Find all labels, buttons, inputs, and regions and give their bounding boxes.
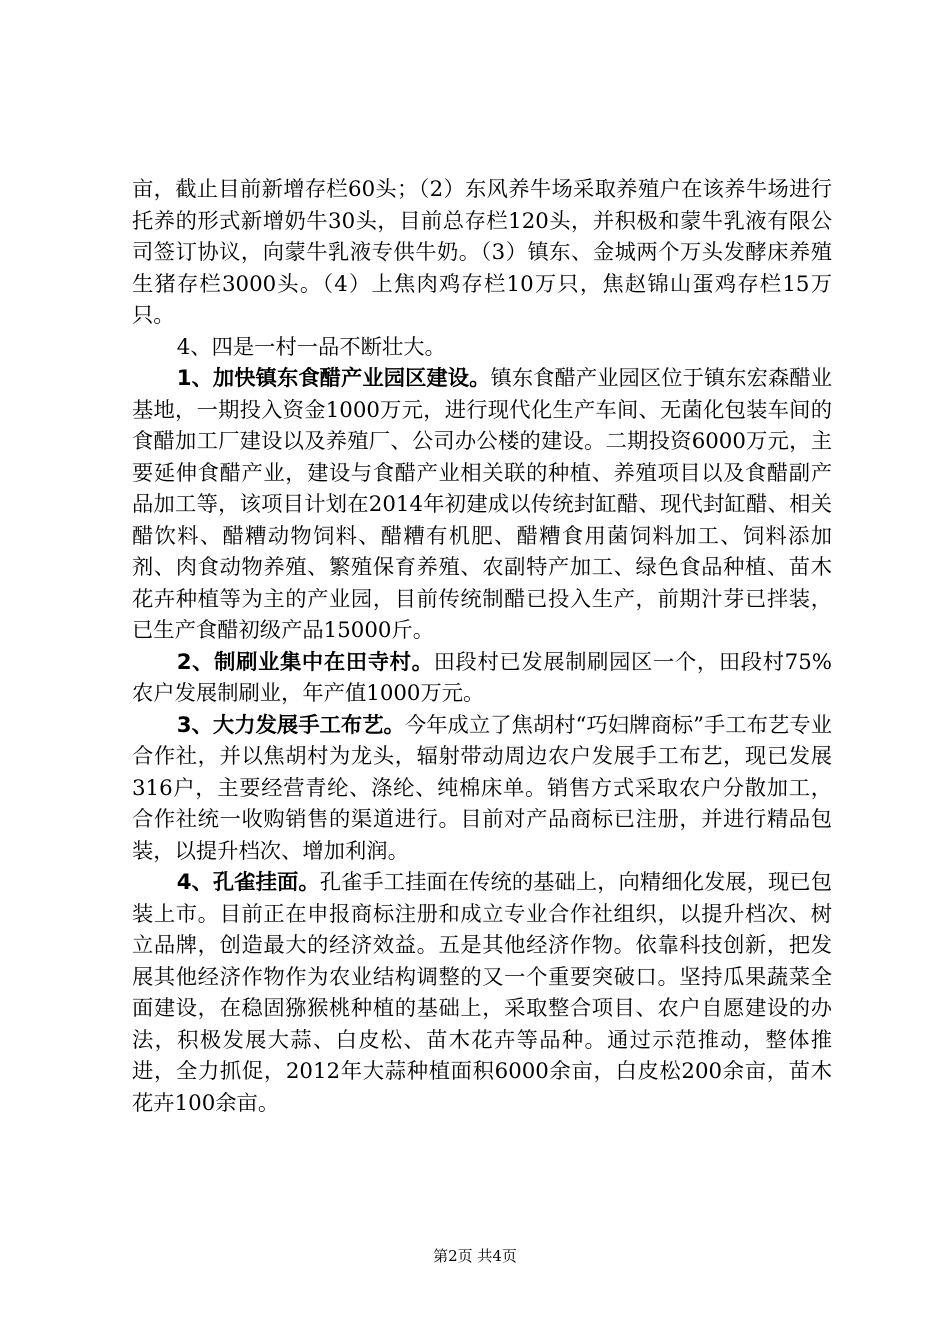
paragraph-noodles	[132, 867, 832, 1119]
paragraph-heading: 3、大力发展手工布艺。	[176, 712, 405, 738]
paragraph-heading: 1、加快镇东食醋产业园区建设。	[176, 366, 491, 391]
page-number: 第2页 共4页	[433, 1247, 517, 1265]
paragraph-text: 田段村已发展制刷园区一个，田段村75%农户发展制刷业，年产值1000万元。	[132, 649, 832, 706]
paragraph-heading: 4、四是一村一品不断壮大。	[176, 334, 446, 360]
paragraph-heading: 2、制刷业集中在田寺村。	[176, 649, 434, 675]
paragraph-vinegar-park	[132, 363, 832, 647]
paragraph-cloth-craft	[132, 710, 832, 868]
page-footer	[0, 1245, 950, 1266]
paragraph-text: 镇东食醋产业园区位于镇东宏森醋业基地，一期投入资金1000万元，进行现代化生产车间、无菌化包装车间的食醋加工厂建设以及养殖厂、公司办公楼的建设。二期投资6000万元，主要延伸食醋产业，建设与食醋产业相关联的种植、养殖项目以及食醋副产品加工等，该项目计划在2014年初建成以传统封缸醋、现代封缸醋、相关醋饮料、醋糟动物饲料、醋糟有机肥、醋糟食用菌饲料加工、饲料添加剂、肉食动物养殖、繁殖保育养殖、农副特产加工、绿色食品种植、苗木花卉种植等为主的产业园，目前传统制醋已投入生产，前期汁芽已拌装，已生产食醋初级产品15000斤。	[132, 366, 832, 643]
paragraph-heading: 4、孔雀挂面。	[176, 870, 320, 895]
document-body	[132, 174, 832, 1119]
paragraph-text: 今年成立了焦胡村“巧妇牌商标”手工布艺专业合作社，并以焦胡村为龙头，辐射带动周边农户发展手工布艺，现已发展316户，主要经营青纶、涤纶、纯棉床单。销售方式采取农户分散加工，合作社统一收购销售的渠道进行。目前对产品商标已注册，并进行精品包装，以提升档次、增加利润。	[132, 712, 832, 864]
paragraph-text: 亩，截止目前新增存栏60头；（2）东风养牛场采取养殖户在该养牛场进行托养的形式新增奶牛30头，目前总存栏120头，并积极和蒙牛乳液有限公司签订协议，向蒙牛乳液专供牛奶。（3）镇东、金城两个万头发酵床养殖生猪存栏3000头。（4）上焦肉鸡存栏10万只，焦赵锦山蛋鸡存栏15万只。	[132, 177, 832, 328]
paragraph-text: 孔雀手工挂面在传统的基础上，向精细化发展，现已包装上市。目前正在申报商标注册和成立专业合作社组织，以提升档次、树立品牌，创造最大的经济效益。五是其他经济作物。依靠科技创新，把发展其他经济作物作为农业结构调整的又一个重要突破口。坚持瓜果蔬菜全面建设，在稳固猕猴桃种植的基础上，采取整合项目、农户自愿建设的办法，积极发展大蒜、白皮松、苗木花卉等品种。通过示范推动，整体推进，全力抓促，2012年大蒜种植面积6000余亩，白皮松200余亩，苗木花卉100余亩。	[132, 870, 832, 1116]
paragraph-brush-industry	[132, 647, 832, 710]
paragraph-livestock	[132, 174, 832, 332]
paragraph-section-four	[132, 332, 832, 364]
